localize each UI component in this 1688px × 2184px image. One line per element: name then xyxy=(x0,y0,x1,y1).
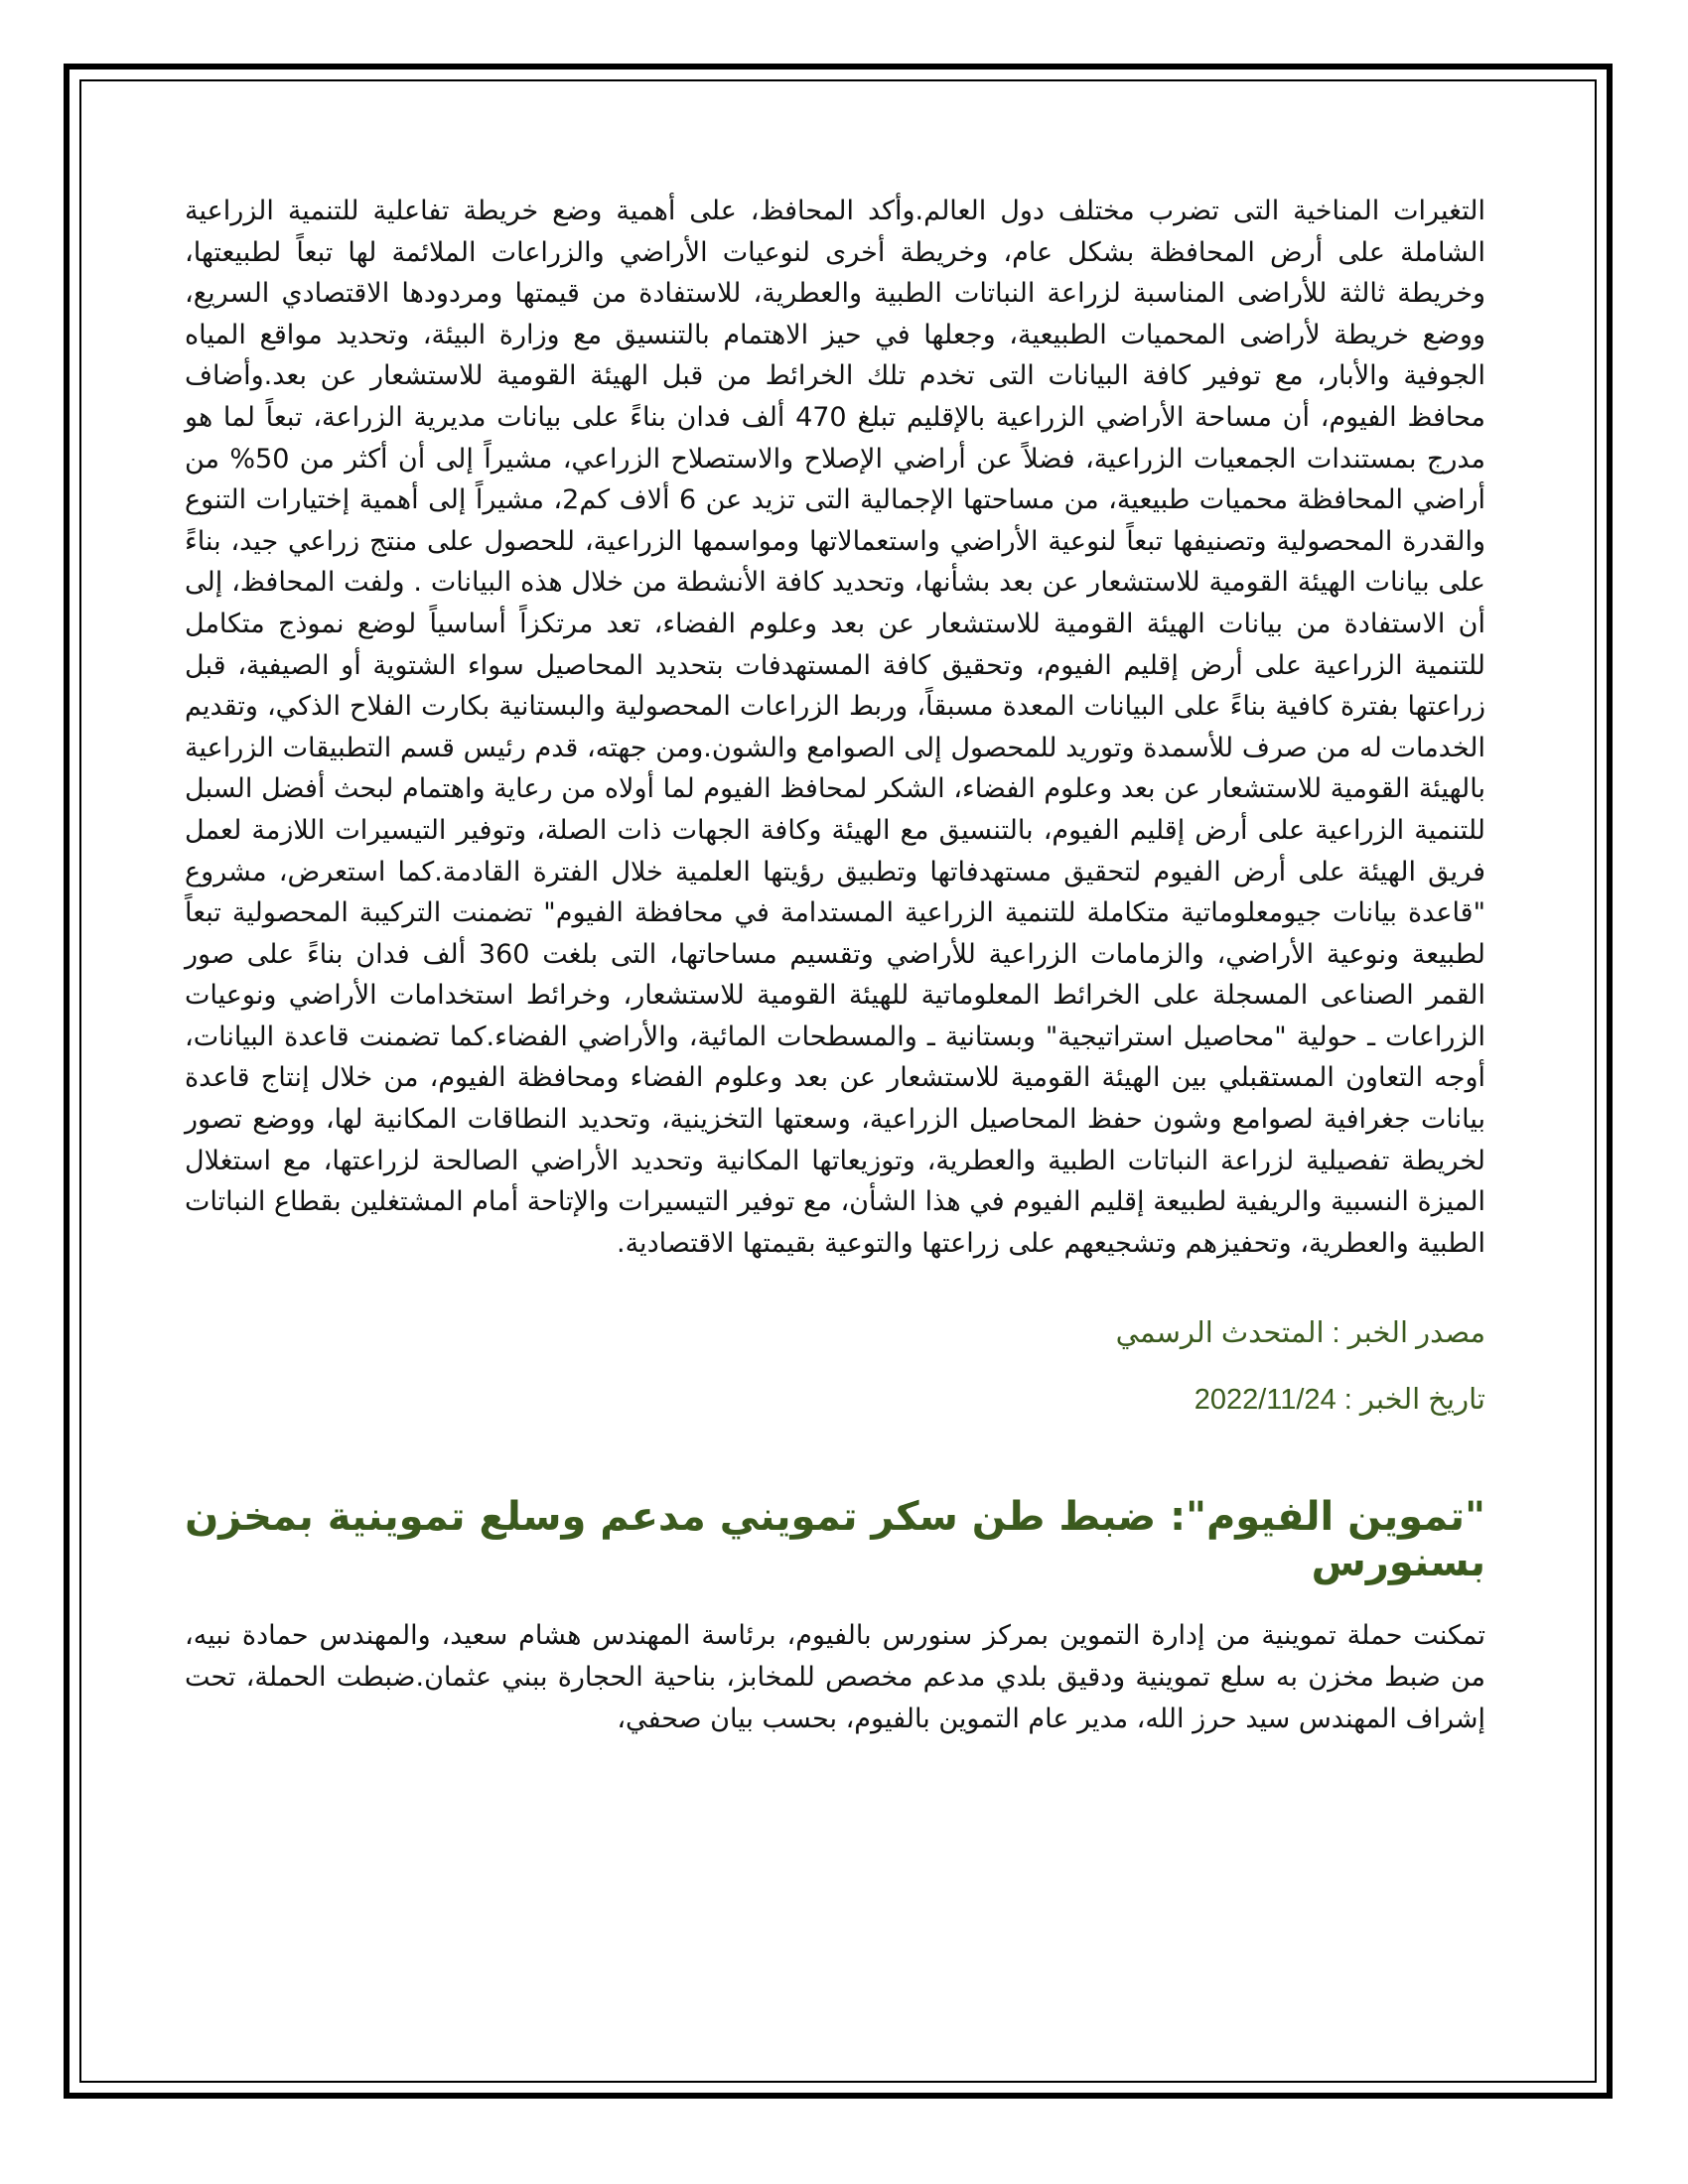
news-source: مصدر الخبر : المتحدث الرسمي xyxy=(1115,1317,1485,1350)
second-article-body: تمكنت حملة تموينية من إدارة التموين بمركز سنورس بالفيوم، برئاسة المهندس هشام سعيد، والمهندس حمادة نبيه، من ضبط مخزن به سلع تموينية ودقيق بلدي مدعم مخصص للمخابز، بناحية الحجارة ببني عثمان.ضبطت الحملة، تحت إشراف المهندس سيد حرز الله، مدير عام التموين بالفيوم، بحسب بيان صحفي، xyxy=(185,1620,1485,1734)
news-date: تاريخ الخبر : 2022/11/24 xyxy=(1194,1384,1485,1417)
document-content xyxy=(185,191,1485,1739)
article-body-paragraph: التغيرات المناخية التى تضرب مختلف دول العالم.وأكد المحافظ، على أهمية وضع خريطة تفاعلية للتنمية الزراعية الشاملة على أرض المحافظة بشكل عام، وخريطة أخرى لنوعيات الأراضي والزراعات الملائمة لها تبعاً لطبيعتها، وخريطة ثالثة للأراضى المناسبة لزراعة النباتات الطبية والعطرية، للاستفادة من قيمتها ومردودها الاقتصادي السريع، ووضع خريطة لأراضى المحميات الطبيعية، وجعلها في حيز الاهتمام بالتنسيق مع وزارة البيئة، وتحديد مواقع المياه الجوفية والأبار، مع توفير كافة البيانات التى تخدم تلك الخرائط من قبل الهيئة القومية للاستشعار عن بعد.وأضاف محافظ الفيوم، أن مساحة الأراضي الزراعية بالإقليم تبلغ 470 ألف فدان بناءً على بيانات مديرية الزراعة، تبعاً لما هو مدرج بمستندات الجمعيات الزراعية، فضلاً عن أراضي الإصلاح والاستصلاح الزراعي، مشيراً إلى أن أكثر من 50% من أراضي المحافظة محميات طبيعية، من مساحتها الإجمالية التى تزيد عن 6 ألاف كم2، مشيراً إلى أهمية إختيارات التنوع والقدرة المحصولية وتصنيفها تبعاً لنوعية الأراضي واستعمالاتها ومواسمها الزراعية، للحصول على منتج زراعي جيد، بناءً على بيانات الهيئة القومية للاستشعار عن بعد بشأنها، وتحديد كافة الأنشطة من خلال هذه البيانات . ولفت المحافظ، إلى أن الاستفادة من بيانات الهيئة القومية للاستشعار عن بعد وعلوم الفضاء، تعد مرتكزاً أساسياً لوضع نموذج متكامل للتنمية الزراعية على أرض إقليم الفيوم، وتحقيق كافة المستهدفات بتحديد المحاصيل سواء الشتوية أو الصيفية، قبل زراعتها بفترة كافية بناءً على البيانات المعدة مسبقاً، وربط الزراعات المحصولية والبستانية بكارت الفلاح الذكي، وتقديم الخدمات له من صرف للأسمدة وتوريد للمحصول إلى الصوامع والشون.ومن جهته، قدم رئيس قسم التطبيقات الزراعية بالهيئة القومية للاستشعار عن بعد وعلوم الفضاء، الشكر لمحافظ الفيوم لما أولاه من رعاية واهتمام لبحث أفضل السبل للتنمية الزراعية على أرض إقليم الفيوم، بالتنسيق مع الهيئة وكافة الجهات ذات الصلة، وتوفير التيسيرات اللازمة لعمل فريق الهيئة على أرض الفيوم لتحقيق مستهدفاتها وتطبيق رؤيتها العلمية خلال الفترة القادمة.كما استعرض، مشروع "قاعدة بيانات جيومعلوماتية متكاملة للتنمية الزراعية المستدامة في محافظة الفيوم" تضمنت التركيبة المحصولية تبعاً لطبيعة ونوعية الأراضي، والزمامات الزراعية للأراضي وتقسيم مساحاتها، التى بلغت 360 ألف فدان بناءً على صور القمر الصناعى المسجلة على الخرائط المعلوماتية للهيئة القومية للاستشعار، وخرائط استخدامات الأراضي ونوعيات الزراعات ـ حولية "محاصيل استراتيجية" وبستانية ـ والمسطحات المائية، والأراضي الفضاء.كما تضمنت قاعدة البيانات، أوجه التعاون المستقبلي بين الهيئة القومية للاستشعار عن بعد وعلوم الفضاء ومحافظة الفيوم، من خلال إنتاج قاعدة بيانات جغرافية لصوامع وشون حفظ المحاصيل الزراعية، وسعتها التخزينية، وتحديد النطاقات المكانية لها، ووضع تصور لخريطة تفصيلية لزراعة النباتات الطبية والعطرية، وتوزيعاتها المكانية وتحديد الأراضي الصالحة لزراعتها، مع استغلال الميزة النسبية والريفية لطبيعة إقليم الفيوم في هذا الشأن، مع توفير التيسيرات والإتاحة أمام المشتغلين بقطاع النباتات الطبية والعطرية، وتحفيزهم وتشجيعهم على زراعتها والتوعية بقيمتها الاقتصادية. xyxy=(185,196,1486,1259)
article-headline: "تموين الفيوم": ضبط طن سكر تمويني مدعم وسلع تموينية بمخزن بسنورس xyxy=(185,1494,1485,1586)
